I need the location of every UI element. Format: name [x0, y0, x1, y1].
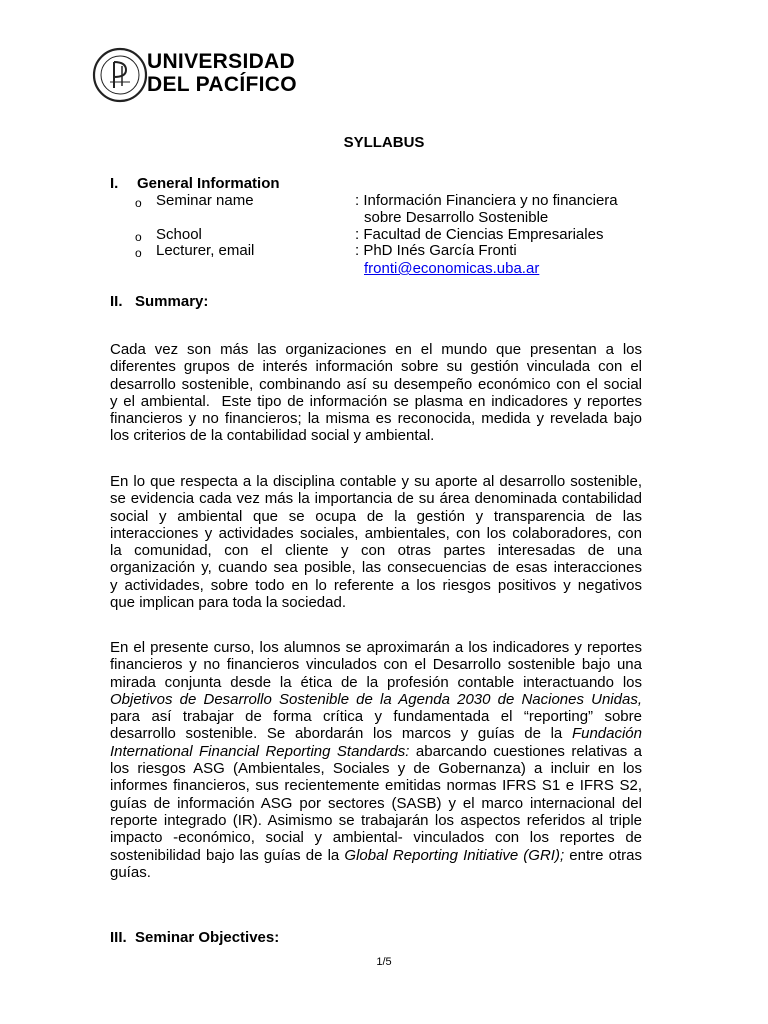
italic-span: Fundación — [571, 725, 642, 743]
text-line — [110, 743, 642, 760]
text-line: se evidencia cada vez más la importancia de su área denominada contabilidad — [110, 490, 642, 508]
text-span: desarrollo sostenible. Se abordarán los marcos y guías de la — [110, 725, 572, 743]
italic-span: Global Reporting Initiative (GRI); — [344, 846, 565, 864]
text-span: sostenibilidad bajo las guías de la — [110, 846, 345, 864]
summary-paragraph-1 — [110, 341, 642, 445]
summary-paragraph-3 — [110, 639, 642, 881]
text-line: reporte integrado (IR). Asimismo se trabajarán los aspectos referidos al triple — [110, 811, 642, 829]
text-line: los criterios de la contabilidad social y ambiental. — [110, 427, 435, 445]
text-line: interacciones y actividades sociales, ambientales, con los colaboradores, con — [110, 524, 642, 542]
text-line: guías de información ASG por sectores (SASB) y el marco internacional del — [110, 794, 642, 812]
text-span: abarcando cuestiones relativas a — [409, 742, 642, 760]
text-line — [110, 725, 642, 742]
section3-heading: III. Seminar Objectives: — [110, 929, 280, 946]
bullet-icon: o — [135, 196, 142, 210]
text-line: y el ambiental. Este tipo de información se plasma en indicadores y reportes — [110, 392, 642, 410]
info-value-seminar-cont: sobre Desarrollo Sostenible — [364, 209, 549, 226]
info-label-seminar: Seminar name — [156, 192, 254, 209]
page-number: 1/5 — [376, 956, 392, 968]
info-label-school: School — [156, 226, 202, 243]
info-value-school: : Facultad de Ciencias Empresariales — [355, 226, 604, 243]
info-value-lecturer: : PhD Inés García Fronti — [355, 242, 517, 259]
page-title: SYLLABUS — [343, 134, 425, 151]
text-line: que implican para toda la sociedad. — [110, 594, 346, 612]
text-line — [110, 847, 642, 864]
section1-heading: General Information — [137, 175, 280, 192]
logo-line-2: DEL PACÍFICO — [147, 73, 297, 96]
text-line: financieros y no financieros; la misma es reconocida, medida y revelada bajo — [110, 410, 642, 428]
lecturer-email-link[interactable]: fronti@economicas.uba.ar — [364, 260, 540, 277]
text-line: Cada vez son más las organizaciones en el mundo que presentan a los — [110, 341, 642, 358]
text-line: financieros y no financieros vinculados con el Desarrollo sostenible bajo una — [110, 656, 642, 674]
info-label-lecturer: Lecturer, email — [156, 242, 255, 259]
info-value-seminar: : Información Financiera y no financiera — [355, 192, 618, 209]
logo-wordmark — [147, 50, 297, 96]
text-line: y actividades, sobre todo en lo referente a los riesgos positivos y negativos — [110, 576, 642, 594]
text-line: guías. — [110, 863, 151, 881]
text-line: Objetivos de Desarrollo Sostenible de la Agenda 2030 de Naciones Unidas, — [110, 690, 642, 708]
text-line: En lo que respecta a la disciplina contable y su aporte al desarrollo sostenible, — [110, 473, 642, 490]
text-line: informes financieros, sus recientemente emitidas normas IFRS S1 e IFRS S2, — [110, 777, 642, 795]
section1-heading-number: I. — [110, 175, 119, 192]
section2-heading: II. Summary: — [110, 293, 209, 310]
italic-span: International Financial Reporting Standards: — [110, 742, 410, 760]
bullet-icon: o — [135, 230, 142, 244]
text-line: impacto -económico, social y ambiental- vinculados con los reportes de — [110, 829, 642, 847]
text-line: desarrollo sostenible, combinando así su desempeño económico con el social — [110, 375, 642, 393]
text-line: mirada conjunta desde la ética de la profesión contable interactuando los — [110, 673, 642, 691]
summary-paragraph-2 — [110, 473, 642, 611]
text-line: los riesgos ASG (Ambientales, Sociales y de Gobernanza) a incluir en los — [110, 760, 642, 778]
text-line: para así trabajar de forma crítica y fundamentada el “reporting” sobre — [110, 708, 642, 726]
text-line: diferentes grupos de interés información sobre su gestión vinculada con el — [110, 358, 642, 376]
text-line: organización y, cuando sea posible, las consecuencias de esas interacciones — [110, 559, 642, 577]
text-span: entre otras — [564, 846, 642, 864]
text-line: En el presente curso, los alumnos se aproximarán a los indicadores y reportes — [110, 639, 642, 656]
text-line: la comunidad, con el cliente y con otras partes interesadas de una — [110, 542, 642, 560]
logo-line-1: UNIVERSIDAD — [147, 50, 295, 73]
bullet-icon: o — [135, 246, 142, 260]
text-line: social y ambiental que se ocupa de la gestión y transparencia de las — [110, 507, 642, 525]
